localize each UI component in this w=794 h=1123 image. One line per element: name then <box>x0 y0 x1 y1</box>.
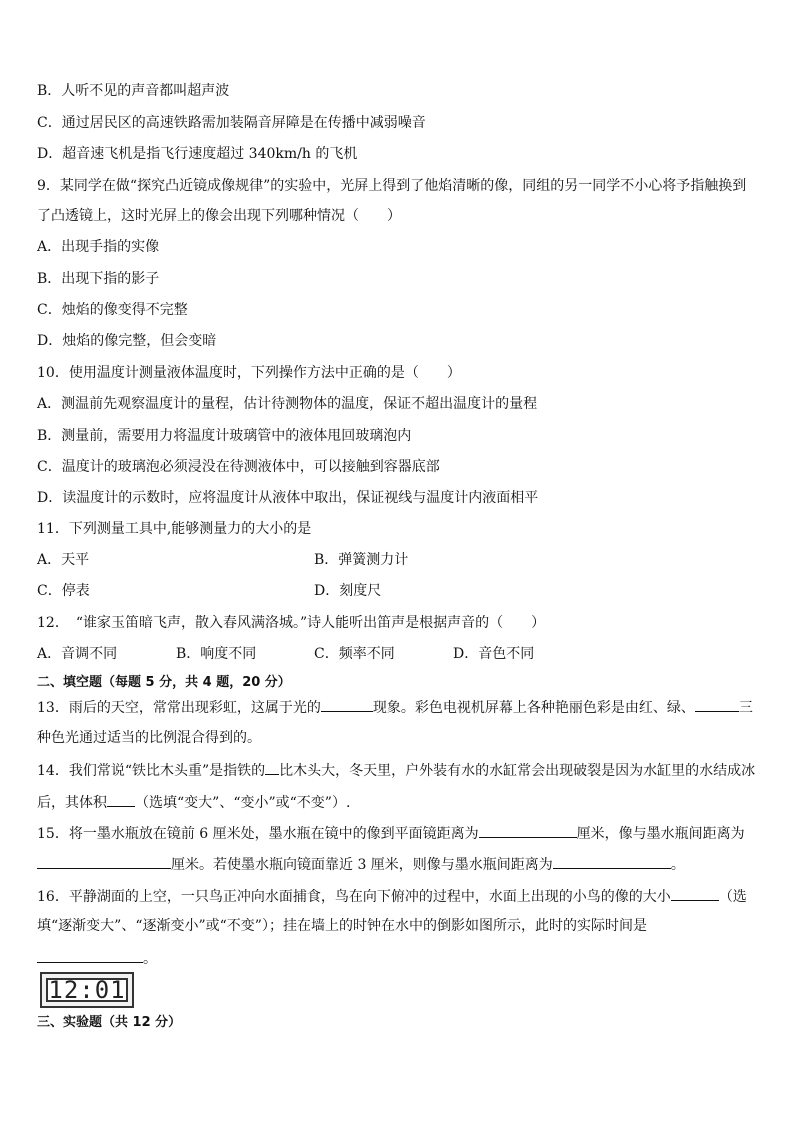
q8-option-b: B．人听不见的声音都叫超声波 <box>37 83 230 99</box>
q9-option-c: C．烛焰的像变得不完整 <box>37 302 188 318</box>
q15-line2 <box>37 854 685 874</box>
q10-option-a: A．测温前先观察温度计的量程，估计待测物体的温度，保证不超出温度计的量程 <box>37 396 538 412</box>
q15-text-3: 厘米。若使墨水瓶向镜面靠近 3 厘米，则像与墨水瓶间距离为 <box>171 857 553 873</box>
q9-stem-line1: 9．某同学在做“探究凸近镜成像规律”的实验中，光屏上得到了他焰清晰的像，同组的另一同学不小心将予指触换到 <box>37 178 747 194</box>
section-2-title: 二、填空题（每题 5 分，共 4 题，20 分） <box>37 675 291 690</box>
q12-option-d: D．音色不同 <box>453 646 535 662</box>
q13-blank-2 <box>695 697 739 712</box>
q13-text-2: 现象。彩色电视机屏幕上各种艳丽色彩是由红、绿、 <box>372 700 695 716</box>
q14-line2 <box>37 792 350 812</box>
q10-option-c: C．温度计的玻璃泡必须浸没在待测液体中，可以接触到容器底部 <box>37 459 440 475</box>
q13-line2: 种色光通过适当的比例混合得到的。 <box>37 730 261 746</box>
q16-text-1: 16．平静湖面的上空，一只鸟正冲向水面捕食，鸟在向下俯冲的过程中，水面上出现的小鸟的像的大小 <box>37 889 671 905</box>
q14-line1 <box>37 760 755 780</box>
q10-option-b: B．测量前，需要用力将温度计玻璃管中的液体甩回玻璃泡内 <box>37 428 412 444</box>
q11-option-b: B．弹簧测力计 <box>314 552 409 568</box>
q14-text-1: 14．我们常说“铁比木头重”是指铁的 <box>37 763 266 779</box>
q16-blank-1 <box>671 886 719 901</box>
q11-option-a: A．天平 <box>37 552 90 568</box>
q14-text-3: 后，其体积 <box>37 795 107 811</box>
q14-blank-1 <box>265 760 279 775</box>
q12-option-a: A．音调不同 <box>37 646 118 662</box>
clock-display: 12:01 <box>46 978 128 1002</box>
q16-line1 <box>37 886 747 906</box>
q12-option-b: B．响度不同 <box>176 646 257 662</box>
q15-blank-2 <box>37 854 171 869</box>
q9-option-b: B．出现下指的影子 <box>37 271 160 287</box>
clock-reflection-figure <box>40 972 134 1008</box>
q16-blank-2 <box>37 948 143 963</box>
q14-text-2: 比木头大，冬天里，户外装有水的水缸常会出现破裂是因为水缸里的水结成冰 <box>279 763 756 779</box>
q8-option-d: D．超音速飞机是指飞行速度超过 340km/h 的飞机 <box>37 146 358 162</box>
q15-line1 <box>37 823 745 843</box>
q8-option-c: C．通过居民区的高速铁路需加装隔音屏障是在传播中减弱噪音 <box>37 115 426 131</box>
q15-text-4: 。 <box>670 857 685 873</box>
q12-option-c: C．频率不同 <box>314 646 395 662</box>
q9-stem-line2: 了凸透镜上，这时光屏上的像会出现下列哪种情况（ ） <box>37 208 401 224</box>
q9-option-a: A．出现手指的实像 <box>37 239 160 255</box>
section-3-title: 三、实验题（共 12 分） <box>37 1015 182 1030</box>
q11-option-d: D．刻度尺 <box>314 583 382 599</box>
q9-option-d: D．烛焰的像完整，但会变暗 <box>37 333 217 349</box>
q13-blank-1 <box>321 697 373 712</box>
q13-text-3: 三 <box>738 700 753 716</box>
q13-text-1: 13．雨后的天空，常常出现彩虹，这属于光的 <box>37 700 321 716</box>
q10-stem: 10．使用温度计测量液体温度时，下列操作方法中正确的是（ ） <box>37 365 461 381</box>
q16-line3 <box>37 948 157 968</box>
q15-blank-3 <box>553 854 671 869</box>
q11-option-c: C．停表 <box>37 583 90 599</box>
q14-text-4: （选填“变大”、“变小”或“不变”）. <box>135 795 351 811</box>
q13-line1 <box>37 697 753 717</box>
q10-option-d: D．读温度计的示数时，应将温度计从液体中取出，保证视线与温度计内液面相平 <box>37 490 539 506</box>
q16-text-2: （选 <box>718 889 747 905</box>
q11-stem: 11．下列测量工具中,能够测量力的大小的是 <box>37 521 312 537</box>
q14-blank-2 <box>107 792 135 807</box>
q15-text-1: 15．将一墨水瓶放在镜前 6 厘米处，墨水瓶在镜中的像到平面镜距离为 <box>37 826 479 842</box>
q15-blank-1 <box>479 823 577 838</box>
q16-text-3: 。 <box>143 951 157 967</box>
q12-stem: 12． “谁家玉笛暗飞声，散入春风满洛城。”诗人能听出笛声是根据声音的（ ） <box>37 615 546 631</box>
q16-line2: 填“逐渐变大”、“逐渐变小”或“不变”）；挂在墙上的时钟在水中的倒影如图所示，此时的实际时间是 <box>37 918 647 934</box>
q15-text-2: 厘米，像与墨水瓶间距离为 <box>576 826 745 842</box>
